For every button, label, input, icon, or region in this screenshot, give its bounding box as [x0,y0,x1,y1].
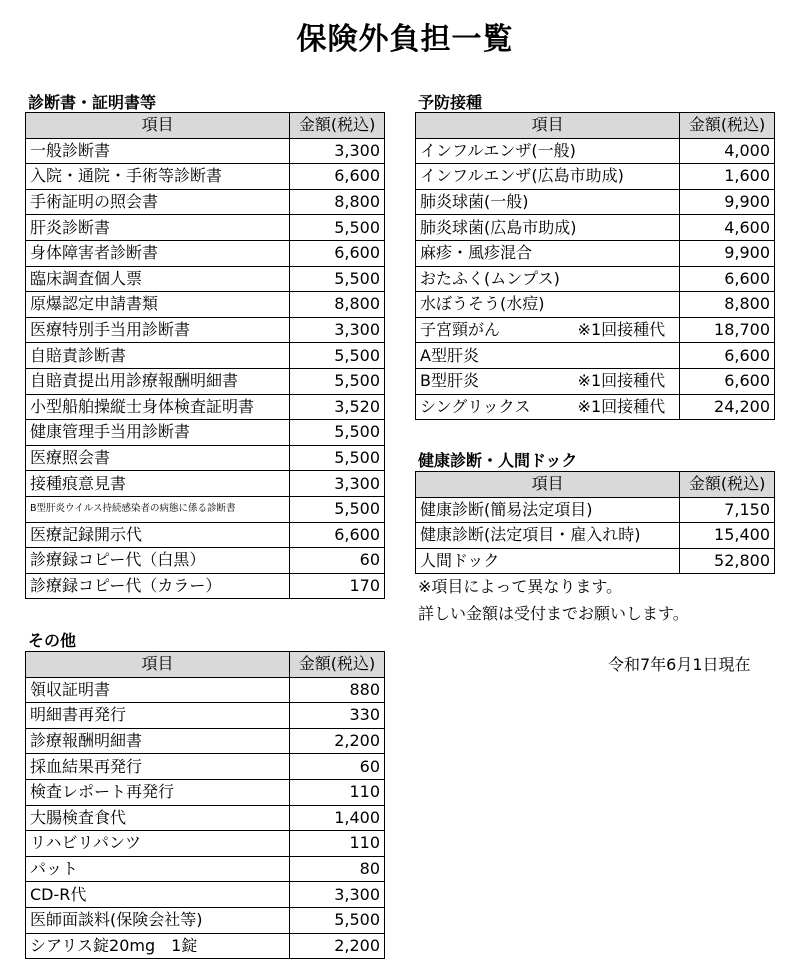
item-cell [26,368,290,394]
table-header-row [26,652,385,678]
item-cell [26,882,290,908]
other-rows [26,677,385,959]
table-row [26,292,385,318]
item-cell [26,394,290,420]
table-row [26,856,385,882]
price-cell: 9,900 [680,240,775,266]
table-row [416,343,775,369]
item-cell [26,138,290,164]
table-row [416,317,775,343]
item-cell [26,573,290,599]
price-cell: 4,600 [680,215,775,241]
price-cell: 5,500 [290,907,385,933]
price-cell: 110 [290,779,385,805]
price-cell: 5,500 [290,266,385,292]
price-cell: 6,600 [680,368,775,394]
price-cell: 80 [290,856,385,882]
price-cell: 6,600 [290,240,385,266]
table-row [416,497,775,523]
item-cell [416,343,680,369]
item-note: ※1回接種代 [577,371,666,391]
table-row [416,189,775,215]
item-name: 医療特別手当用診断書 [30,320,191,340]
table-row [26,907,385,933]
item-name: おたふく(ムンプス) [420,268,560,288]
certificates-table [25,112,385,599]
table-row [26,754,385,780]
price-cell: 6,600 [290,522,385,548]
table-header-row [26,113,385,139]
table-row [26,831,385,857]
item-name: 子宮頸がん [420,320,501,340]
item-cell [26,856,290,882]
item-name: インフルエンザ(一般) [420,140,576,160]
table-row [26,138,385,164]
certificates-rows [26,138,385,599]
table-row [26,343,385,369]
item-name: 明細書再発行 [30,705,127,725]
item-cell [416,368,680,394]
price-cell: 3,300 [290,471,385,497]
table-row [26,728,385,754]
item-name: インフルエンザ(広島市助成) [420,166,624,186]
table-row [416,215,775,241]
table-row [26,805,385,831]
price-cell: 52,800 [680,548,775,574]
table-row [26,522,385,548]
item-name: 接種痕意見書 [30,473,127,493]
column-header-item: 項目 [416,113,680,139]
item-note: ※1回接種代 [577,396,666,416]
item-cell [416,497,680,523]
item-cell [416,548,680,574]
item-cell [26,496,290,522]
item-cell [26,703,290,729]
note-varies: ※項目によって異なります。 [418,577,623,596]
column-header-item: 項目 [26,652,290,678]
price-cell: 7,150 [680,497,775,523]
item-cell [26,215,290,241]
item-name: 身体障害者診断書 [30,243,159,263]
item-name: シアリス錠20mg 1錠 [30,935,198,955]
column-header-item: 項目 [416,472,680,498]
item-cell [416,266,680,292]
item-name: シングリックス [420,396,531,416]
table-row [26,471,385,497]
item-cell [26,317,290,343]
table-row [26,420,385,446]
table-header-row [416,113,775,139]
price-cell: 5,500 [290,420,385,446]
section-title-checkup: 健康診断・人間ドック [418,451,578,470]
price-cell: 60 [290,548,385,574]
table-row [416,266,775,292]
column-header-price: 金額(税込) [680,113,775,139]
item-cell [416,523,680,549]
item-cell [416,138,680,164]
item-name: 肺炎球菌(広島市助成) [420,217,577,237]
price-cell: 880 [290,677,385,703]
price-cell: 18,700 [680,317,775,343]
item-cell [26,471,290,497]
item-cell [26,240,290,266]
item-cell [26,805,290,831]
item-name: 水ぼうそう(水痘) [420,294,545,314]
table-row [26,189,385,215]
item-cell [26,292,290,318]
table-row [26,548,385,574]
table-row [26,164,385,190]
price-cell: 4,000 [680,138,775,164]
date-note: 令和7年6月1日現在 [608,655,751,674]
item-cell [26,933,290,959]
item-cell [26,189,290,215]
table-row [26,240,385,266]
other-table [25,651,385,959]
column-header-price: 金額(税込) [290,113,385,139]
item-cell [26,548,290,574]
price-cell: 2,200 [290,728,385,754]
item-cell [26,677,290,703]
price-cell: 3,300 [290,317,385,343]
price-cell: 6,600 [290,164,385,190]
price-cell: 5,500 [290,215,385,241]
item-cell [26,754,290,780]
column-header-price: 金額(税込) [680,472,775,498]
item-cell [26,164,290,190]
table-row [26,496,385,522]
price-cell: 330 [290,703,385,729]
price-cell: 170 [290,573,385,599]
item-name: 領収証明書 [30,679,111,699]
table-row [26,779,385,805]
table-row [26,266,385,292]
item-cell [416,215,680,241]
item-name: 麻疹・風疹混合 [420,243,533,263]
item-name: リハビリパンツ [30,833,142,853]
item-name: 健康診断(簡易法定項目) [420,499,593,519]
table-row [26,882,385,908]
table-row [26,703,385,729]
item-name: 医療照会書 [30,448,111,468]
column-header-price: 金額(税込) [290,652,385,678]
item-name: 肝炎診断書 [30,217,111,237]
price-cell: 6,600 [680,266,775,292]
vaccination-table [415,112,775,420]
item-name: 手術証明の照会書 [30,192,159,212]
price-cell: 2,200 [290,933,385,959]
item-cell [416,189,680,215]
item-name: 健康管理手当用診断書 [30,422,191,442]
checkup-rows [416,497,775,574]
price-cell: 24,200 [680,394,775,420]
item-cell [416,240,680,266]
item-name: 原爆認定申請書類 [30,294,159,314]
table-row [416,138,775,164]
price-cell: 60 [290,754,385,780]
table-row [26,933,385,959]
table-row [26,677,385,703]
item-cell [26,445,290,471]
column-header-item: 項目 [26,113,290,139]
note-reception: 詳しい金額は受付までお願いします。 [418,604,689,623]
item-name: A型肝炎 [420,345,479,365]
price-cell: 15,400 [680,523,775,549]
item-name: 入院・通院・手術等診断書 [30,166,223,186]
item-name: 検査レポート再発行 [30,782,175,802]
table-row [26,573,385,599]
item-name: パット [30,859,79,879]
price-cell: 5,500 [290,343,385,369]
item-name: B型肝炎ウイルス持続感染者の病態に係る診断書 [30,503,236,515]
table-row [416,164,775,190]
checkup-table [415,471,775,574]
item-cell [26,522,290,548]
section-title-vaccination: 予防接種 [418,93,483,112]
item-cell [416,292,680,318]
table-row [416,394,775,420]
item-note: ※1回接種代 [577,320,666,340]
item-cell [26,831,290,857]
item-name: 医療記録開示代 [30,524,143,544]
item-name: 採血結果再発行 [30,756,143,776]
price-cell: 6,600 [680,343,775,369]
page-title: 保険外負担一覧 [296,22,514,57]
price-cell: 3,520 [290,394,385,420]
item-cell [26,728,290,754]
item-name: 臨床調査個人票 [30,268,143,288]
item-name: 健康診断(法定項目・雇入れ時) [420,525,641,545]
item-name: 自賠責診断書 [30,345,127,365]
item-cell [416,317,680,343]
table-row [26,445,385,471]
item-name: CD-R代 [30,884,87,904]
item-cell [416,394,680,420]
price-cell: 8,800 [290,189,385,215]
price-cell: 5,500 [290,496,385,522]
price-cell: 5,500 [290,445,385,471]
item-cell [26,907,290,933]
item-name: 診療録コピー代（カラー） [30,575,222,595]
table-row [416,240,775,266]
item-name: 医師面談料(保険会社等) [30,910,203,930]
section-title-certificates: 診断書・証明書等 [28,93,157,112]
table-row [416,523,775,549]
section-title-other: その他 [28,631,77,650]
table-row [26,215,385,241]
price-cell: 8,800 [680,292,775,318]
table-row [26,317,385,343]
price-cell: 1,600 [680,164,775,190]
item-name: B型肝炎 [420,371,479,391]
table-row [416,292,775,318]
item-cell [26,266,290,292]
item-name: 人間ドック [420,551,500,571]
table-row [26,394,385,420]
item-cell [26,420,290,446]
item-name: 自賠責提出用診療報酬明細書 [30,371,239,391]
item-name: 一般診断書 [30,140,111,160]
item-name: 肺炎球菌(一般) [420,192,529,212]
price-cell: 1,400 [290,805,385,831]
table-header-row [416,472,775,498]
item-name: 小型船舶操縦士身体検査証明書 [30,396,255,416]
table-row [26,368,385,394]
price-cell: 110 [290,831,385,857]
price-cell: 8,800 [290,292,385,318]
price-cell: 3,300 [290,882,385,908]
item-cell [416,164,680,190]
table-row [416,548,775,574]
item-cell [26,779,290,805]
price-cell: 5,500 [290,368,385,394]
item-cell [26,343,290,369]
item-name: 大腸検査食代 [30,807,127,827]
price-cell: 9,900 [680,189,775,215]
item-name: 診療録コピー代（白黒） [30,550,206,570]
table-row [416,368,775,394]
price-cell: 3,300 [290,138,385,164]
vaccination-rows [416,138,775,420]
item-name: 診療報酬明細書 [30,731,143,751]
